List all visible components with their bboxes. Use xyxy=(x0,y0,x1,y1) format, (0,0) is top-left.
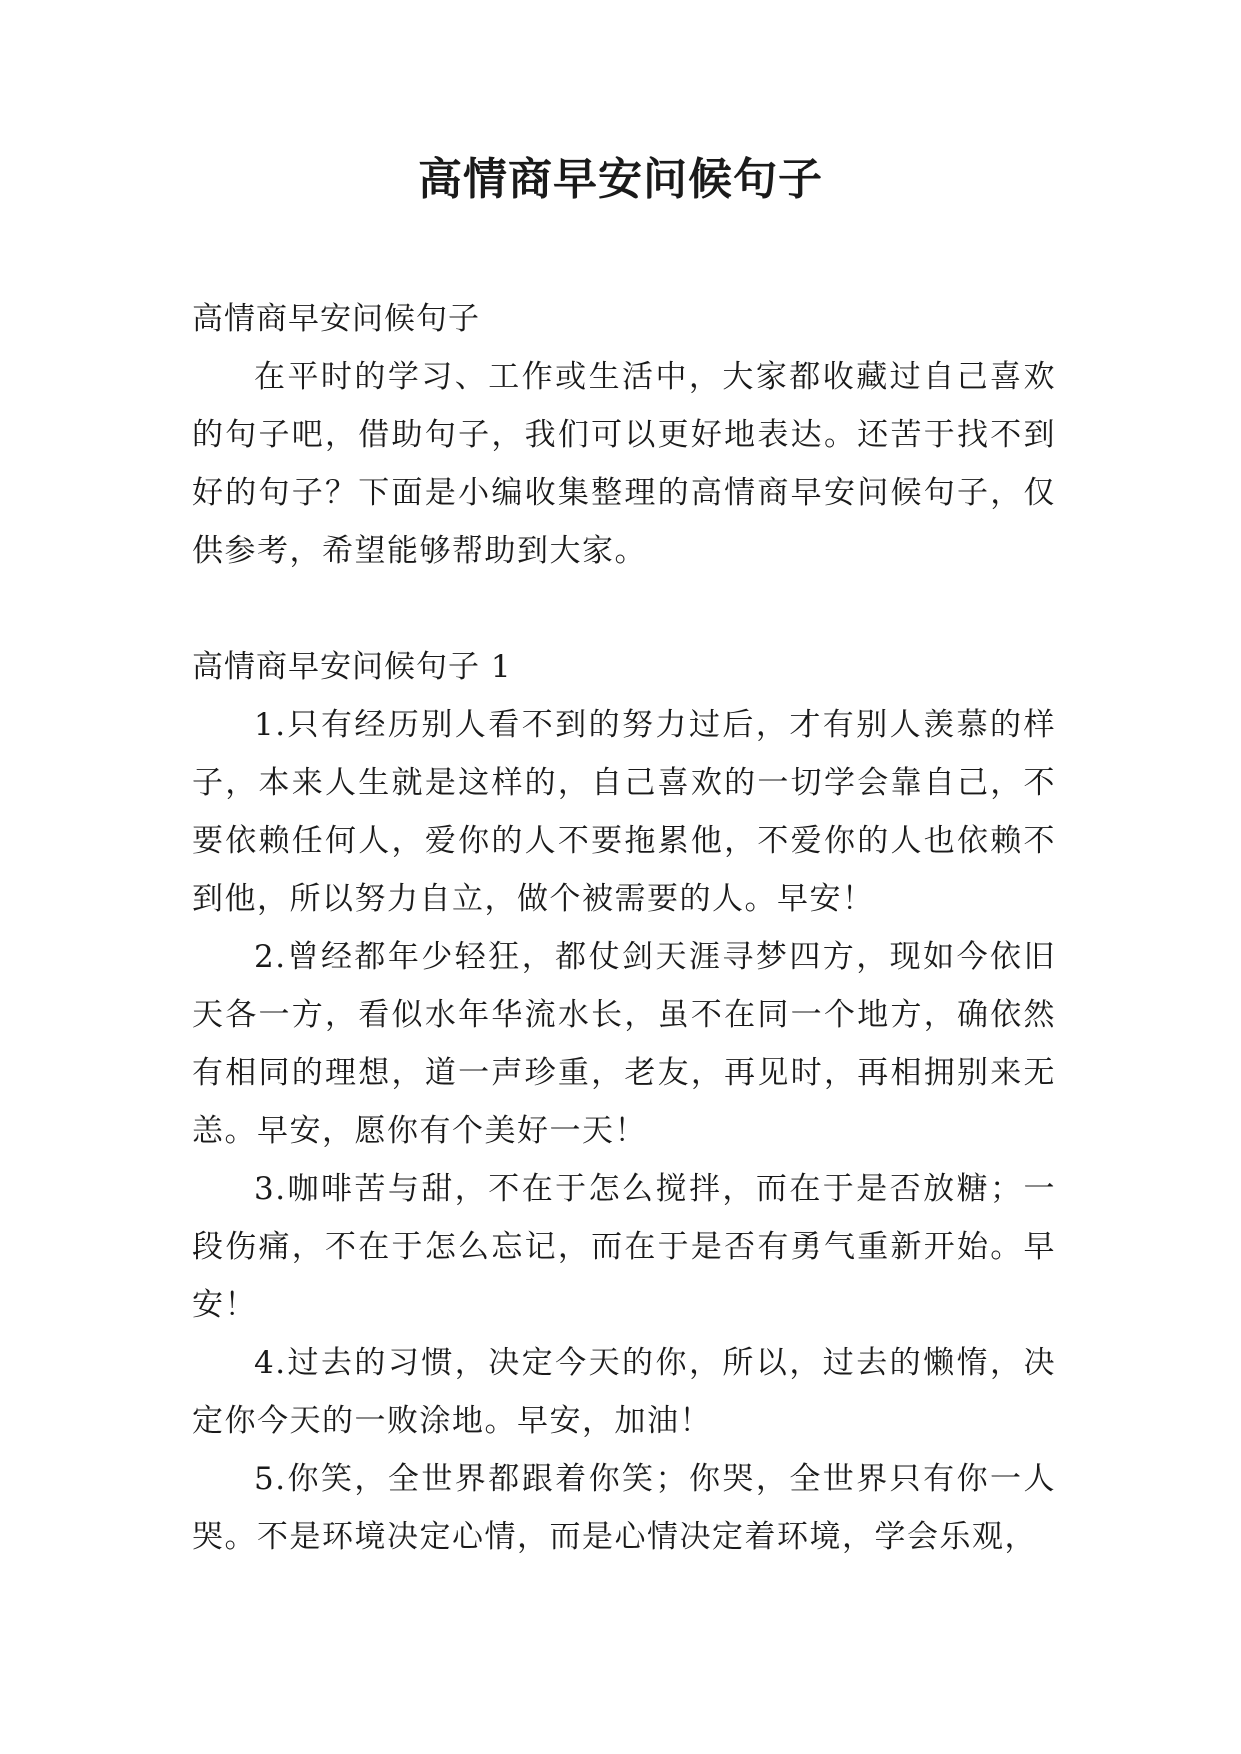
document-subtitle: 高情商早安问候句子 xyxy=(192,301,480,337)
list-item: 5.你笑，全世界都跟着你笑；你哭，全世界只有你一人哭。不是环境决定心情，而是心情决定着环境，学会乐观， xyxy=(192,1461,1056,1555)
list-item: 1.只有经历别人看不到的努力过后，才有别人羡慕的样子，本来人生就是这样的，自己喜欢的一切学会靠自己，不要依赖任何人，爱你的人不要拖累他，不爱你的人也依赖不到他，所以努力自立，做个被需要的人。早安！ xyxy=(192,707,1056,917)
document-body xyxy=(192,290,1056,1566)
list-item: 3.咖啡苦与甜，不在于怎么搅拌，而在于是否放糖；一段伤痛，不在于怎么忘记，而在于是否有勇气重新开始。早安！ xyxy=(192,1171,1056,1323)
list-item: 2.曾经都年少轻狂，都仗剑天涯寻梦四方，现如今依旧天各一方，看似水年华流水长，虽不在同一个地方，确依然有相同的理想，道一声珍重，老友，再见时，再相拥别来无恙。早安，愿你有个美好一天！ xyxy=(192,939,1056,1149)
list-item: 4.过去的习惯，决定今天的你，所以，过去的懒惰，决定你今天的一败涂地。早安，加油！ xyxy=(192,1345,1056,1439)
section-spacer xyxy=(192,580,1056,638)
intro-paragraph: 在平时的学习、工作或生活中，大家都收藏过自己喜欢的句子吧，借助句子，我们可以更好地表达。还苦于找不到好的句子？下面是小编收集整理的高情商早安问候句子，仅供参考，希望能够帮助到大家。 xyxy=(192,359,1056,569)
document-title: 高情商早安问候句子 xyxy=(418,154,823,205)
section-heading: 高情商早安问候句子 1 xyxy=(192,649,512,685)
